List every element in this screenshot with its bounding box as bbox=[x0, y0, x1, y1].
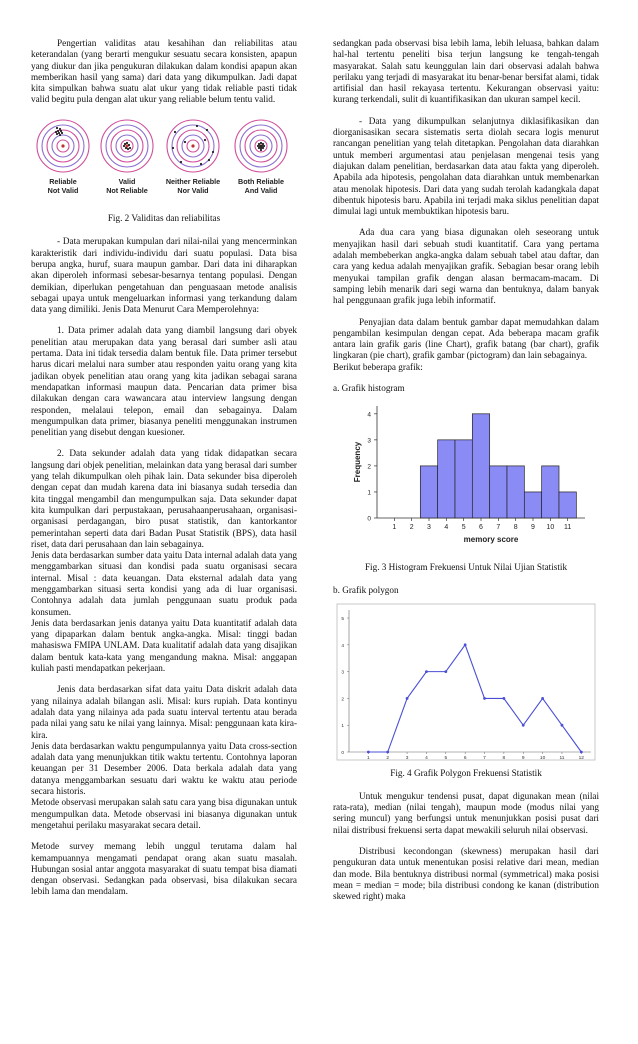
x-tick-label: 4 bbox=[444, 524, 449, 532]
paragraph: sedangkan pada observasi bisa lebih lama, lebih leluasa, bahkan dalam hal-hal tertentu peneliti bisa terjun langsung ke tengah-tengah masyarakat. Salah satu keunggulan lain dari observasi adalah bahwa perilaku yang terjadi di masyarakat itu benar-benar bersifat alami, tidak artifisial dan hasil rekayasa tertentu. Kekurangan observasi yaitu: kurang terkendali, sulit di kuantifikasikan dan ukuran sampel kecil. bbox=[333, 38, 599, 105]
hit-dot bbox=[196, 125, 198, 127]
polygon-point bbox=[444, 670, 447, 673]
paragraph: Jenis data berdasarkan jenis datanya yaitu Data kuantitatif adalah data yang dipaparkan dalam bentuk angka-angka. Misal: tinggi badan mahasiswa FMIPA UNLAM. Data kualitatif adalah data yang disajikan dalam bentuk kata-kata yang mengandung makna. Misal: anggapan kuliah pasti mendapatkan pekerjaan. bbox=[31, 617, 297, 674]
hit-dot bbox=[129, 147, 131, 149]
histogram-bar bbox=[490, 466, 507, 518]
hit-dot bbox=[172, 147, 174, 149]
hit-dot bbox=[55, 131, 57, 133]
paragraph: Jenis data berdasarkan sumber data yaitu Data internal adalah data yang menggambarkan situasi dan kondisi pada suatu organisasi secara internal. Misal : data keuangan. Data eksternal adalah data yang menggambarkan situasi serta kondisi yang ada di luar organisasi. Contohnya adalah data jumlah penggunaan suatu produk pada konsumen. bbox=[31, 550, 297, 617]
x-tick-label: 2 bbox=[386, 756, 390, 762]
histogram-bar bbox=[420, 466, 437, 518]
paragraph: Berikut beberapa grafik: bbox=[333, 361, 423, 372]
hit-dot bbox=[206, 129, 208, 131]
paragraph: - Data merupakan kumpulan dari nilai-nilai yang mencerminkan karakteristik dari individu-individu dari suatu populasi. Data bisa berupa angka, huruf, suara maupun gambar. Dari data ini diharapkan akan diperoleh informasi sebesar-besarnya tentang populasi. Dengan demikian, diperlukan pengetahuan dan penguasaan metode analisis sebagai upaya untuk mengeluarkan informasi yang terkandung dalam data yang dimiliki. Jenis Data Menurut Cara Memperolehnya: bbox=[31, 236, 297, 315]
x-tick-label: 12 bbox=[578, 756, 584, 762]
polygon-point bbox=[561, 724, 564, 727]
hit-dot bbox=[262, 147, 264, 149]
polygon-point bbox=[367, 751, 370, 754]
hit-dot bbox=[262, 143, 264, 145]
paragraph: 2. Data sekunder adalah data yang tidak didapatkan secara langsung dari objek penelitian, melainkan data yang berasal dari sumber yang telah dikumpulkan oleh pihak lain. Data sekunder bisa diperoleh dengan cepat dan mudah karena data ini biasanya sudah tersedia dan kita tinggal mengambil dan mengumpulkan saja. Data sekunder dapat kita kumpulkan dari perpustakaan, perusahaanperusahaan, organisasi-organisasi perdagangan, biro pusat statistik, dan kantorkantor pemerintahan seperti data dari Badan Pusat Statistik (BPS), data hasil riset, data dari perusahaan dan lain sebagainya. bbox=[31, 448, 297, 549]
hit-dot bbox=[257, 145, 259, 147]
hit-dot bbox=[59, 134, 61, 136]
target-center bbox=[191, 144, 194, 147]
target-label: Reliable bbox=[49, 176, 77, 186]
target-label: Both Reliable bbox=[238, 176, 284, 186]
figure-caption: Fig. 2 Validitas dan reliabilitas bbox=[107, 213, 221, 224]
x-tick-label: 9 bbox=[531, 524, 535, 532]
hit-dot bbox=[204, 139, 206, 141]
hit-dot bbox=[61, 132, 63, 134]
paragraph: Distribusi kecondongan (skewness) merupakan hasil dari pengukuran data untuk menentukan posisi relative dari mean, median dan mode. Bila bentuknya distribusi normal (symmetrical) maka posisi mean = median = mode; bila distribusi condong ke kanan (distribution skewed right) maka bbox=[333, 845, 599, 902]
histogram-bar bbox=[559, 492, 576, 518]
target-diagram bbox=[167, 120, 219, 172]
y-tick-label: 0 bbox=[367, 515, 371, 523]
hit-dot bbox=[174, 131, 176, 133]
x-tick-label: 5 bbox=[461, 524, 466, 532]
hit-dot bbox=[124, 143, 126, 145]
x-tick-label: 1 bbox=[367, 756, 370, 762]
target-diagram bbox=[37, 120, 89, 172]
hit-dot bbox=[258, 143, 260, 145]
y-tick-label: 0 bbox=[341, 751, 344, 757]
target-label: Not Reliable bbox=[106, 185, 148, 195]
hit-dot bbox=[123, 145, 125, 147]
target-label: Neither Reliable bbox=[165, 176, 221, 186]
x-tick-label: 7 bbox=[483, 756, 486, 762]
target-label: Not Valid bbox=[47, 185, 79, 195]
histogram-bar bbox=[524, 492, 541, 518]
x-tick-label: 10 bbox=[546, 524, 555, 532]
y-tick-label: 4 bbox=[341, 644, 344, 650]
histogram-bar bbox=[542, 466, 559, 518]
hit-dot bbox=[59, 128, 61, 130]
paragraph: 1. Data primer adalah data yang diambil langsung dari obyek penelitian atau merupakan data yang berasal dari sumber asli atau pertama. Data ini tidak tersedia dalam bentuk file. Data primer tersebut harus dicari melalui nara sumber atau responden yaitu orang yang kita jadikan obyek penelitian atau orang yang kita jadikan sebagai sarana mendapatkan informasi maupun data. Pencarian data primer bisa dilakukan dengan cara wawancara atau interview langsung dengan responden, melalaui telepon, email dan sebagainya. Dalam mengumpulkan data primer, biasanya peneliti menggunakan instrumen penelitian yang disebut dengan kuesioner. bbox=[31, 325, 297, 438]
paragraph: Untuk mengukur tendensi pusat, dapat digunakan mean (nilai rata-rata), median (nilai tengah), maupun mode (modus nilai yang sering muncul) yang berfungsi untuk menunjukkan posisi pusat dari nilai distribusi frekuensi serta dapat mewakili seluruh nilai observasi. bbox=[333, 790, 599, 835]
hit-dot bbox=[126, 142, 128, 144]
hit-dot bbox=[184, 141, 186, 143]
polygon-series-line bbox=[368, 645, 581, 752]
y-tick-label: 3 bbox=[367, 437, 371, 445]
target-diagram bbox=[101, 120, 153, 172]
polygon-point bbox=[483, 697, 486, 700]
subheading-polygon: b. Grafik polygon bbox=[333, 584, 399, 595]
y-tick-label: 3 bbox=[341, 670, 344, 676]
x-tick-label: 6 bbox=[463, 756, 467, 762]
chart-frame bbox=[337, 604, 595, 760]
y-tick-label: 4 bbox=[367, 411, 371, 419]
paragraph: Jenis data berdasarkan sifat data yaitu Data diskrit adalah data yang nilainya adalah bilangan asli. Misal: kurs rupiah. Data kontinyu adalah data yang nilainya ada pada suatu interval tertentu atau berada pada nilai yang satu ke nilai yang lainnya. Misal: penggunaan kata kira-kira. bbox=[31, 684, 297, 740]
hit-dot bbox=[263, 145, 265, 147]
target-diagram bbox=[235, 120, 287, 172]
polygon-point bbox=[386, 751, 389, 754]
x-tick-label: 3 bbox=[405, 756, 409, 762]
hit-dot bbox=[128, 144, 130, 146]
y-tick-label: 1 bbox=[367, 489, 371, 497]
hit-dot bbox=[261, 145, 263, 147]
x-tick-label: 7 bbox=[496, 524, 501, 532]
target-center bbox=[61, 144, 64, 147]
hit-dot bbox=[56, 127, 58, 129]
polygon-point bbox=[502, 697, 505, 700]
hit-dot bbox=[260, 142, 262, 144]
hit-dot bbox=[57, 130, 59, 132]
x-tick-label: 11 bbox=[564, 524, 572, 532]
paragraph: Metode observasi merupakan salah satu cara yang bisa digunakan untuk mengumpulkan data. Metode observasi ini biasanya digunakan untuk mengetahui perilaku masyarakat secara detail. bbox=[31, 797, 297, 830]
x-tick-label: 1 bbox=[392, 524, 397, 532]
x-tick-label: 8 bbox=[502, 756, 506, 762]
polygon-point bbox=[425, 670, 428, 673]
polygon-point bbox=[522, 724, 525, 727]
histogram-bar bbox=[507, 466, 524, 518]
left-column bbox=[31, 38, 297, 908]
hit-dot bbox=[260, 147, 262, 149]
hit-dot bbox=[208, 159, 210, 161]
paragraph: Penyajian data dalam bentuk gambar dapat memudahkan dalam pengambilan kesimpulan dengan cepat. Ada beberapa macam grafik antara lain grafik garis (line Chart), grafik batang (bar chart), grafik lingkaran (pie chart), grafik gambar (pictogram) dan lain sebagainya. bbox=[333, 316, 599, 361]
hit-dot bbox=[259, 145, 261, 147]
polygon-point bbox=[406, 697, 409, 700]
subheading-histogram: a. Grafik histogram bbox=[333, 383, 405, 394]
hit-dot bbox=[58, 132, 60, 134]
x-tick-label: 9 bbox=[521, 756, 525, 762]
hit-dot bbox=[258, 147, 260, 149]
hit-dot bbox=[60, 130, 62, 132]
y-tick-label: 2 bbox=[341, 697, 344, 703]
y-tick-label: 5 bbox=[341, 617, 344, 623]
y-tick-label: 2 bbox=[367, 463, 371, 471]
x-axis-label: memory score bbox=[463, 535, 519, 545]
x-tick-label: 3 bbox=[427, 524, 431, 532]
target-label: Valid bbox=[118, 176, 136, 186]
x-tick-label: 10 bbox=[539, 756, 546, 762]
target-label: And Valid bbox=[244, 185, 278, 195]
x-tick-label: 2 bbox=[409, 524, 414, 532]
figure-caption: Fig. 4 Grafik Polygon Frekuensi Statistik bbox=[390, 767, 542, 778]
hit-dot bbox=[56, 133, 58, 135]
histogram-bar bbox=[472, 414, 489, 518]
histogram-chart bbox=[333, 400, 599, 550]
histogram-bar bbox=[438, 440, 455, 518]
right-column bbox=[333, 38, 599, 912]
y-tick-label: 1 bbox=[341, 724, 344, 730]
hit-dot bbox=[212, 151, 214, 153]
y-axis-label: Frequency bbox=[353, 442, 362, 483]
polygon-point bbox=[580, 751, 583, 754]
paragraph: - Data yang dikumpulkan selanjutnya diklasifikasikan dan diorganisasikan secara sistematis serta diolah secara logis menurut rancangan penelitian yang telah ditetapkan. Pengolahan data diarahkan untuk memberi argumentasi atau penjelasan mengenai tesis yang diajukan dalam penelitian, berdasarkan data atau fakta yang diperoleh. Apabila ada hipotesis, pengolahan data diarahkan untuk membenarkan atau menolak hipotesis. Dari data yang sudah terolah kadangkala dapat dibentuk hipotesis baru. Apabila ini terjadi maka siklus penelitian dapat dimulai lagi untuk membuktikan hipotesis baru. bbox=[333, 115, 599, 217]
polygon-chart bbox=[333, 602, 599, 762]
figure-caption: Fig. 3 Histogram Frekuensi Untuk Nilai Ujian Statistik bbox=[364, 561, 568, 572]
validity-reliability-figure bbox=[31, 116, 297, 202]
polygon-point bbox=[541, 697, 544, 700]
x-tick-label: 11 bbox=[559, 756, 565, 762]
x-tick-label: 5 bbox=[444, 756, 448, 762]
hit-dot bbox=[127, 148, 129, 150]
paragraph: Jenis data berdasarkan waktu pengumpulannya yaitu Data cross-section adalah data yang menunjukkan titik waktu tertentu. Contohnya laporan keuangan per 31 Desember 2006. Data berkala adalah data yang datanya menggambarkan sesuatu dari waktu ke waktu atau periode secara historis. bbox=[31, 740, 297, 797]
paragraph: Ada dua cara yang biasa digunakan oleh seseorang untuk menyajikan hasil dari sebuah studi kuantitatif. Cara yang pertama adalah membeberkan angka-angka dalam sebuah tabel atau daftar, dan cara yang kedua adalah menyajikan grafik. Sebagian besar orang lebih menyukai tampilan grafik dengan alasan bermacam-macam. Di samping lebih menarik dari segi warna dan bentuknya, dalam banyak hal penggunaan grafik juga lebih informatif. bbox=[333, 227, 599, 306]
target-label: Nor Valid bbox=[177, 185, 209, 195]
paragraph: Metode survey memang lebih unggul terutama dalam hal kemampuannya mengamati pendapat orang akan suatu masalah. Hubungan sosial antar anggota masyarakat di suatu tempat bisa diamati dengan observasi. Sedangkan pada observasi, bisa dilakukan secara lebih lama dan mendalam. bbox=[31, 841, 297, 897]
hit-dot bbox=[180, 161, 182, 163]
hit-dot bbox=[260, 149, 262, 151]
x-tick-label: 4 bbox=[425, 756, 428, 762]
x-tick-label: 6 bbox=[479, 524, 483, 532]
hit-dot bbox=[125, 147, 127, 149]
histogram-bar bbox=[455, 440, 472, 518]
x-tick-label: 8 bbox=[513, 524, 518, 532]
paragraph: Pengertian validitas atau kesahihan dan reliabilitas atau keterandalan (yang berarti mengukur sesuatu secara konsisten, apapun yang diukur dan jika pengukuran dilakukan dalam kondisi apapun akan memberikan hasil yang sama) dari data yang dikumpulkan. Jadi dapat kita simpulkan bahwa suatu alat ukur yang tidak reliable pasti tidak valid begitu pula dengan alat ukur yang reliable belum tentu valid. bbox=[31, 38, 297, 105]
polygon-point bbox=[464, 644, 467, 647]
hit-dot bbox=[200, 163, 202, 165]
